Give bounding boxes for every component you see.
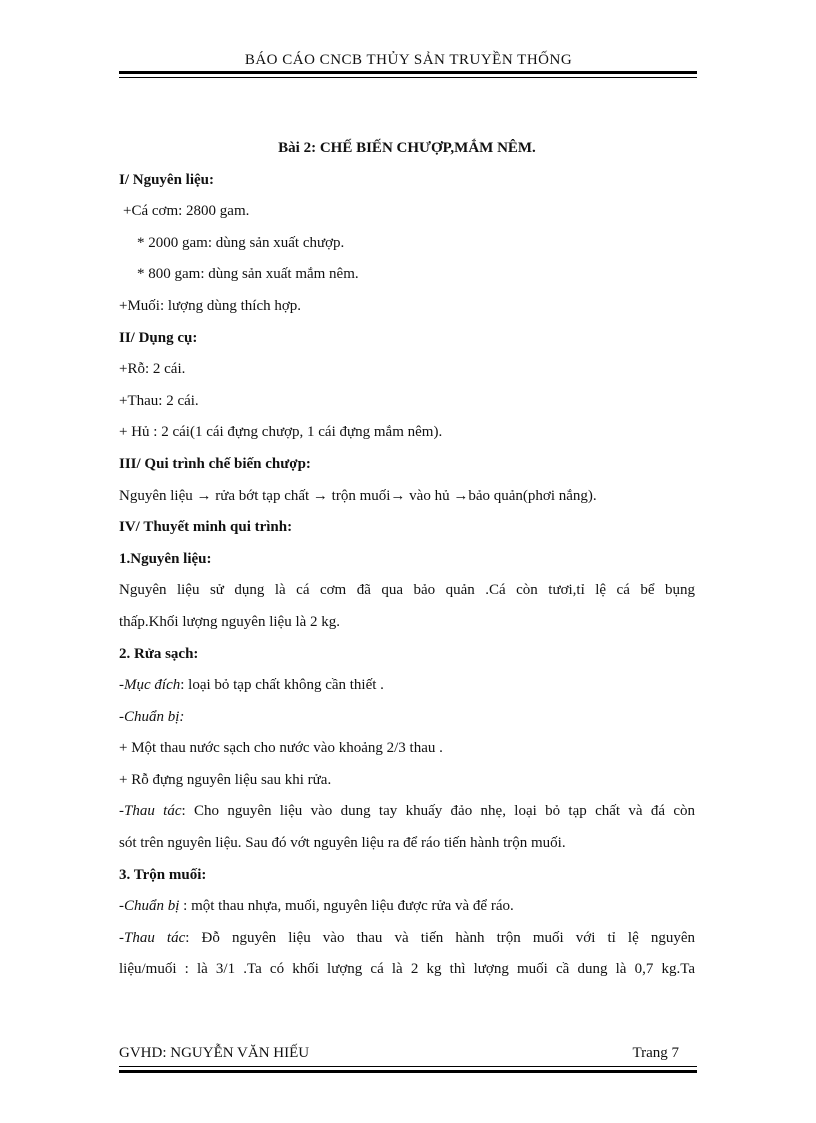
body-line: [119, 891, 695, 923]
body-line: + Hủ : 2 cái(1 cái đựng chượp, 1 cái đựng mắm nêm).: [119, 424, 443, 441]
subsection-heading: 3. Trộn muối:: [119, 866, 207, 883]
footer-rule-thin: [119, 1066, 697, 1067]
body-line: sót trên nguyên liệu. Sau đó vớt nguyên liệu ra để ráo tiến hành trộn muối.: [119, 835, 566, 852]
header-rule-thick: [119, 71, 697, 74]
body-line: [119, 796, 695, 828]
body-text: : loại bỏ tạp chất không cần thiết .: [180, 677, 384, 694]
body-line: +Rỗ: 2 cái.: [119, 361, 186, 378]
body-line: +Muối: lượng dùng thích hợp.: [119, 297, 302, 314]
section-heading: I/ Nguyên liệu:: [119, 171, 215, 188]
header-rule-thin: [119, 77, 697, 78]
footer-page-number: Trang 7: [632, 1045, 679, 1061]
body-line: * 800 gam: dùng sản xuất mắm nêm.: [137, 266, 359, 283]
section-heading: II/ Dụng cụ:: [119, 329, 198, 346]
footer-rule-thick: [119, 1070, 697, 1073]
body-line: thấp.Khối lượng nguyên liệu là 2 kg.: [119, 613, 341, 630]
document-body: [119, 133, 695, 986]
header-title: BÁO CÁO CNCB THỦY SẢN TRUYỀN THỐNG: [244, 52, 573, 68]
body-line: + Một thau nước sạch cho nước vào khoảng 2/3 thau .: [119, 740, 443, 757]
italic-label: -Chuẩn bị:: [119, 708, 185, 725]
body-line: + Rỗ đựng nguyên liệu sau khi rửa.: [119, 771, 332, 788]
subsection-heading: 1.Nguyên liệu:: [119, 550, 212, 567]
lesson-title: Bài 2: CHẾ BIẾN CHƯỢP,MẮM NÊM.: [278, 140, 536, 156]
section-heading: IV/ Thuyết minh qui trình:: [119, 519, 293, 536]
italic-label: -Mục đích: [119, 677, 181, 694]
body-line: Nguyên liệu sử dụng là cá cơm đã qua bảo quản .Cá còn tươi,tỉ lệ cá bể bụng: [119, 582, 695, 599]
process-flow-line: Nguyên liệu → rửa bớt tạp chất → trộn muối→ vào hủ →bảo quản(phơi nắng).: [119, 487, 597, 504]
body-text: : một thau nhựa, muối, nguyên liệu được rửa và để ráo.: [179, 898, 514, 915]
italic-label: -Thau tác: [119, 929, 186, 946]
subsection-heading: 2. Rửa sạch:: [119, 645, 199, 662]
body-line: [119, 923, 695, 955]
italic-label: -Chuẩn bị: [119, 898, 180, 915]
body-text: : Đỗ nguyên liệu vào thau và tiến hành trộn muối với tỉ lệ nguyên: [185, 929, 695, 946]
body-text: : Cho nguyên liệu vào dung tay khuấy đảo nhẹ, loại bỏ tạp chất và đá còn: [181, 803, 695, 820]
body-line: [119, 670, 695, 702]
body-line: liệu/muối : là 3/1 .Ta có khối lượng cá là 2 kg thì lượng muối cầ dung là 0,7 kg.Ta: [119, 961, 695, 978]
italic-label: -Thau tác: [119, 803, 182, 820]
body-line: +Thau: 2 cái.: [119, 392, 199, 409]
footer-instructor: GVHD: NGUYỄN VĂN HIẾU: [119, 1045, 310, 1061]
body-line: +Cá cơm: 2800 gam.: [123, 203, 250, 220]
body-line: * 2000 gam: dùng sản xuất chượp.: [137, 234, 345, 251]
section-heading: III/ Qui trình chế biến chượp:: [119, 455, 311, 472]
